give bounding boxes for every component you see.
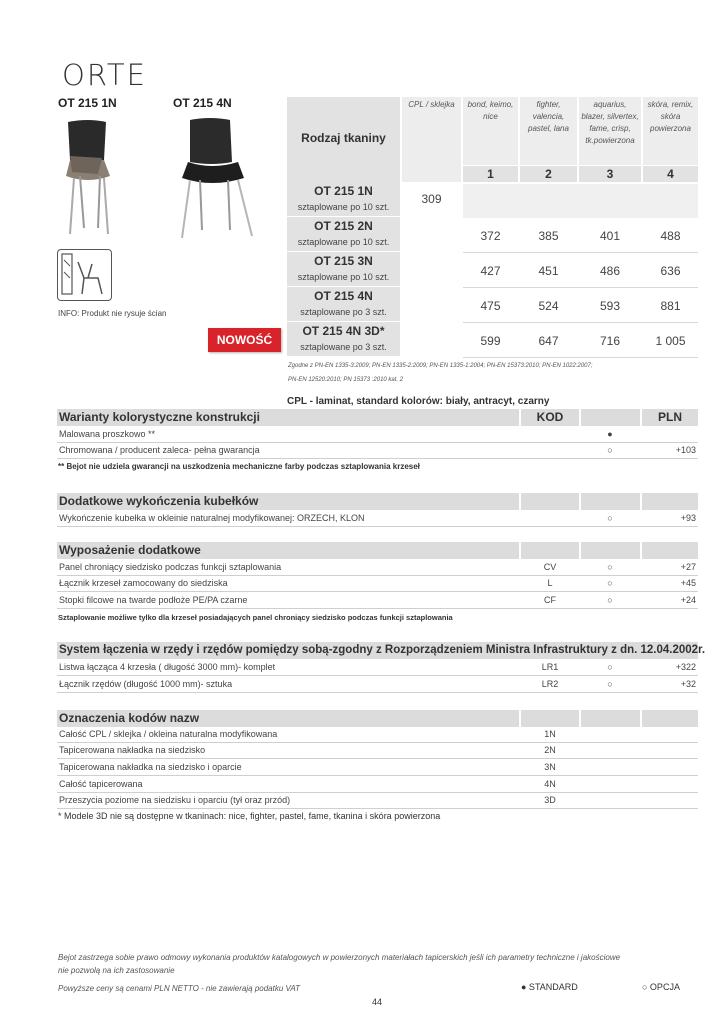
model-label-1n: OT 215 1N xyxy=(58,96,117,110)
price-cell: 593 xyxy=(599,299,621,313)
fabric-header-label: Rodzaj tkaniny xyxy=(301,131,386,145)
code-row-4n: Całość tapicerowana 4N xyxy=(57,777,698,793)
model-row-stacking: sztaplowane po 10 szt. xyxy=(297,237,390,247)
price-cell: 881 xyxy=(660,299,681,313)
code-row-3d: Przeszycia poziome na siedzisku i oparciu (tył oraz przód) 3D xyxy=(57,793,698,809)
price-cell: 1 005 xyxy=(655,334,686,348)
model-row-label-cell xyxy=(287,252,400,286)
model-row-name: OT 215 2N xyxy=(314,219,373,233)
price-cell: 475 xyxy=(480,299,501,313)
fabric-group-3: aquarius, blazer, silvertex, fame, crisp, tk.powierzona xyxy=(579,97,641,165)
chair-image-4n xyxy=(172,116,272,246)
fabric-group-cpl: CPL / sklejka xyxy=(402,97,461,182)
shell-finish-row: Wykończenie kubełka w okleinie naturalnej modyfikowanej: ORZECH, KLON ○ +93 xyxy=(57,511,698,527)
price-row-divider xyxy=(463,357,698,358)
price-cell: 599 xyxy=(480,334,501,348)
colour-warranty-note: ** Bejot nie udziela gwarancji na uszkodzenia mechaniczne farby podczas sztaplowania krzeseł xyxy=(58,462,420,471)
new-badge: NOWOŚĆ xyxy=(208,328,281,352)
model-row-label-cell xyxy=(287,287,400,321)
price-cell: 488 xyxy=(660,229,681,243)
model-label-4n: OT 215 4N xyxy=(173,96,232,110)
price-cpl: 309 xyxy=(421,192,442,206)
price-cell: 636 xyxy=(660,264,681,278)
price-cell: 401 xyxy=(599,229,621,243)
brand-title: ORTE xyxy=(62,58,147,92)
model-row-stacking: sztaplowane po 10 szt. xyxy=(297,272,390,282)
vat-note: Powyższe ceny są cenami PLN NETTO - nie zawierają podatku VAT xyxy=(58,984,301,993)
norms-line-2: PN-EN 12520:2010; PN 15373 :2010 kat. 2 xyxy=(288,377,404,383)
model-row-stacking: sztaplowane po 10 szt. xyxy=(297,202,390,212)
linking-title: System łączenia w rzędy i rzędów pomiędzy sobą-zgodny z Rozporządzeniem Ministra Infrastruktury z dn. 12.04.2002r. xyxy=(59,644,706,656)
model-row-stacking: sztaplowane po 3 szt. xyxy=(300,307,387,317)
code-row-3n: Tapicerowana nakładka na siedzisko i oparcie 3N xyxy=(57,760,698,776)
model-row-label-cell xyxy=(287,322,400,356)
codes-3d-note: * Modele 3D nie są dostępne w tkaninach: nice, fighter, pastel, fame, tkanina i skóra powierzona xyxy=(58,811,441,821)
stacking-usage-icon xyxy=(57,249,112,301)
group-number-3: 3 xyxy=(579,166,641,182)
accessories-title: Wyposażenie dodatkowe xyxy=(59,543,201,557)
price-row-divider xyxy=(463,287,698,288)
group-number-4: 4 xyxy=(643,166,698,182)
price-cell: 451 xyxy=(538,264,559,278)
shell-finish-title: Dodatkowe wykończenia kubełków xyxy=(59,494,259,508)
linking-row-lr2: Łącznik rzędów (długość 1000 mm)- sztuka LR2 ○ +32 xyxy=(57,677,698,693)
fabric-group-2: fighter, valencia, pastel, lana xyxy=(520,97,577,165)
disclaimer-line-1: Bejot zastrzega sobie prawo odmowy wykonania produktów katalogowych w powierzonych materiałach tapicerskich jeśli ich parametry techniczne i jakościowe xyxy=(58,953,621,962)
norms-line-1: Zgodne z PN-EN 1335-3:2009; PN-EN 1335-2:2009; PN-EN 1335-1:2004; PN-EN 15373:2010; PN-EN 1022:2007; xyxy=(288,363,593,369)
model-row-label-cell xyxy=(287,182,400,216)
legend-standard: ● STANDARD xyxy=(521,982,578,992)
page-number: 44 xyxy=(372,997,383,1007)
accessory-row-l: Łącznik krzeseł zamocowany do siedziska L ○ +45 xyxy=(57,576,698,592)
info-note: INFO: Produkt nie rysuje ścian xyxy=(58,309,167,318)
model-row-name: OT 215 4N xyxy=(314,289,373,303)
model-row-stacking: sztaplowane po 3 szt. xyxy=(300,342,387,352)
model-row-name: OT 215 1N xyxy=(314,184,373,198)
codes-title: Oznaczenia kodów nazw xyxy=(59,711,200,725)
price-row-1-empty xyxy=(463,184,698,218)
model-row-name: OT 215 3N xyxy=(314,254,373,268)
price-cell: 524 xyxy=(538,299,559,313)
disclaimer-line-2: nie pozwolą na ich zastosowanie xyxy=(58,966,175,975)
kod-header: KOD xyxy=(536,410,564,424)
price-cell: 385 xyxy=(538,229,559,243)
model-row-name: OT 215 4N 3D* xyxy=(302,324,385,338)
price-cell: 372 xyxy=(480,229,501,243)
fabric-header-label-cell xyxy=(287,97,400,182)
group-number-2: 2 xyxy=(520,166,577,182)
cpl-subtitle: CPL - laminat, standard kolorów: biały, antracyt, czarny xyxy=(287,396,550,407)
price-row-divider xyxy=(463,252,698,253)
stacking-note: Sztaplowanie możliwe tylko dla krzeseł posiadających panel chroniący siedzisko podczas funkcji sztaplowania xyxy=(58,613,453,622)
code-row-1n: Całość CPL / sklejka / okleina naturalna modyfikowana 1N xyxy=(57,727,698,743)
linking-row-lr1: Listwa łącząca 4 krzesła ( długość 3000 mm)- komplet LR1 ○ +322 xyxy=(57,660,698,676)
colour-variants-title: Warianty kolorystyczne konstrukcji xyxy=(59,410,260,424)
price-cell: 427 xyxy=(480,264,501,278)
legend-option: ○ OPCJA xyxy=(642,982,680,992)
colour-row-powder: Malowana proszkowo ** ● xyxy=(57,427,698,443)
price-cell: 716 xyxy=(599,334,621,348)
model-row-label-cell xyxy=(287,217,400,251)
group-number-1: 1 xyxy=(463,166,518,182)
price-cell: 486 xyxy=(599,264,621,278)
pln-header: PLN xyxy=(658,410,682,424)
price-cell: 647 xyxy=(538,334,559,348)
accessory-row-cv: Panel chroniący siedzisko podczas funkcji sztaplowania CV ○ +27 xyxy=(57,560,698,576)
cpl-column-bg xyxy=(402,184,461,357)
colour-row-chrome: Chromowana / producent zaleca- pełna gwarancja ○ +103 xyxy=(57,443,698,459)
code-row-2n: Tapicerowana nakładka na siedzisko 2N xyxy=(57,743,698,759)
fabric-group-1: bond, keimo, nice xyxy=(463,97,518,165)
accessory-row-cf: Stopki filcowe na twarde podłoże PE/PA czarne CF ○ +24 xyxy=(57,593,698,609)
price-row-divider xyxy=(463,322,698,323)
fabric-group-4: skóra, remix, skóra powierzona xyxy=(643,97,698,165)
chair-image-1n xyxy=(58,116,158,246)
